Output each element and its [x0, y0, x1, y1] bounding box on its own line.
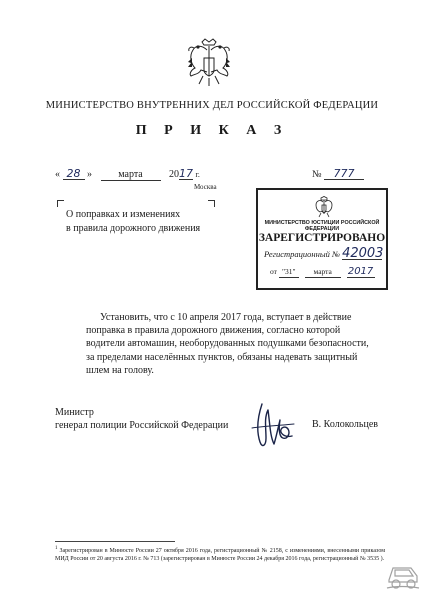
stamp-reg-label: Регистрационный № — [264, 249, 340, 259]
signer-position — [55, 406, 228, 432]
stamp-registered-label: ЗАРЕГИСТРИРОВАНО — [258, 232, 386, 244]
city: Москва — [194, 183, 217, 191]
truck-watermark-icon — [385, 560, 421, 592]
double-headed-eagle-emblem — [186, 38, 232, 88]
stamp-date-year: 2017 — [347, 266, 374, 277]
date-day: 28 — [63, 168, 85, 180]
stamp-date — [270, 266, 375, 278]
stamp-date-month: марта — [305, 266, 341, 278]
ministry-name: МИНИСТЕРСТВО ВНУТРЕННИХ ДЕЛ РОССИЙСКОЙ ФЕДЕРАЦИИ — [45, 100, 379, 111]
number-symbol: № — [312, 169, 322, 180]
date-close-quote: » — [87, 169, 92, 180]
stamp-reg-number: 42003 — [342, 246, 384, 261]
order-subject — [66, 208, 200, 236]
stamp-eagle-icon — [314, 196, 334, 218]
order-number — [312, 168, 364, 180]
stamp-date-from: от — [270, 267, 277, 276]
stamp-ministry-name: МИНИСТЕРСТВО ЮСТИЦИИ РОССИЙСКОЙ ФЕДЕРАЦИИ — [264, 220, 380, 232]
subject-bracket-left — [57, 200, 64, 207]
signer-rank: генерал полиции Российской Федерации — [55, 420, 229, 431]
date-year-unit: г. — [195, 170, 200, 179]
subject-line-2: в правила дорожного движения — [66, 223, 201, 234]
stamp-registration-number — [264, 248, 382, 260]
document-title: П Р И К А З — [135, 123, 289, 138]
footnote-rule — [55, 541, 175, 542]
footnote — [55, 545, 385, 563]
order-body-text: Установить, что с 10 апреля 2017 года, вступает в действие поправка в правила дорожного движения, согласно которой водители автомашин, необорудованных подушками безопасности, за пределами населённых пунктов, обязаны надевать защитный шлем на голову. — [86, 312, 369, 376]
subject-bracket-right — [208, 200, 215, 207]
order-date — [55, 168, 200, 181]
footnote-marker: 1 — [55, 546, 58, 551]
registration-stamp — [256, 188, 388, 290]
signer-title: Министр — [55, 407, 94, 418]
footnote-text: Зарегистрирован в Минюсте России 27 октября 2016 года, регистрационный № 2158, с изменениями, внесенными приказом МИД России от 20 августа 2016 г. № 713 (зарегистрирован в Минюсте России 24 декабря 2016 года, регистрационный № 3535 ). — [55, 548, 386, 562]
signer-name: В. Колокольцев — [312, 419, 378, 430]
subject-line-1: О поправках и изменениях — [66, 209, 181, 220]
date-open-quote: « — [55, 169, 60, 180]
stamp-date-day: "31" — [279, 266, 299, 278]
date-year-suffix: 17 — [179, 167, 193, 180]
date-year-prefix: 20 — [169, 169, 179, 180]
date-month: марта — [101, 169, 161, 181]
number-value: 777 — [324, 168, 364, 180]
handwritten-signature — [248, 398, 298, 454]
